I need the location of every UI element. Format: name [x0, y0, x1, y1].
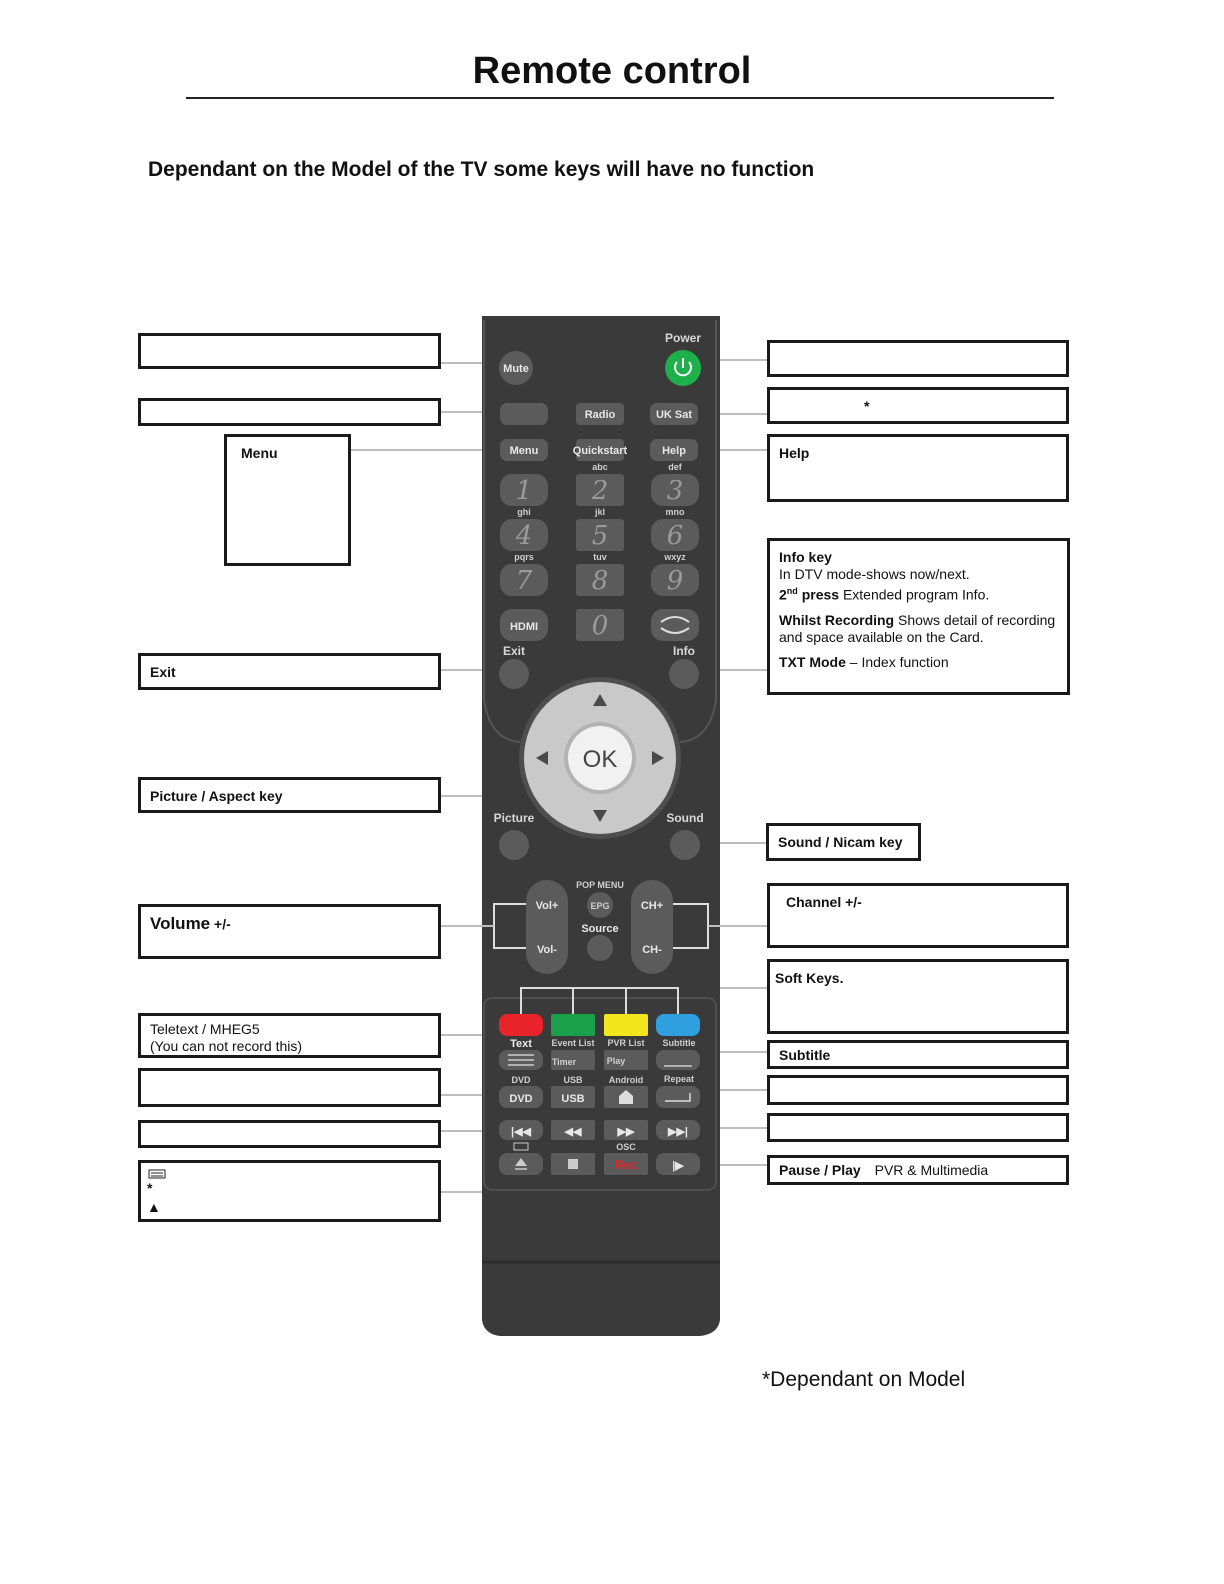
svg-text:5: 5	[591, 521, 609, 551]
eject-icon: ▲	[147, 1199, 161, 1215]
pause-play-icon: |▶	[672, 1160, 684, 1172]
svg-text:OK: OK	[582, 746, 618, 773]
svg-text:EPG: EPG	[590, 901, 610, 911]
svg-text:pqrs: pqrs	[514, 552, 534, 562]
svg-text:OSC: OSC	[616, 1142, 636, 1152]
radio-button[interactable]	[576, 403, 624, 425]
sound-button[interactable]	[670, 830, 700, 860]
callout-mute	[138, 333, 441, 369]
hdmi-button[interactable]	[500, 609, 548, 641]
help-button[interactable]	[650, 439, 698, 461]
svg-text:HDMI: HDMI	[509, 621, 539, 633]
svg-text:Quickstart: Quickstart	[572, 445, 628, 457]
callout-exit: Exit	[138, 653, 441, 690]
svg-text:Sound: Sound	[666, 811, 704, 825]
blank-key[interactable]	[500, 403, 548, 425]
callout-picture: Picture / Aspect key	[138, 777, 441, 813]
svg-text:Subtitle: Subtitle	[662, 1038, 696, 1048]
svg-text:DVD: DVD	[511, 1075, 531, 1085]
digit-0-button[interactable]	[576, 609, 624, 641]
callout-previous	[138, 1120, 441, 1148]
svg-text:Vol+: Vol+	[535, 900, 559, 912]
stop-icon	[568, 1159, 578, 1169]
volume-rocker[interactable]	[526, 880, 568, 974]
svg-text:CH-: CH-	[642, 944, 662, 956]
svg-text:CH+: CH+	[640, 900, 664, 912]
ok-button[interactable]	[568, 726, 632, 790]
digit-8-button[interactable]	[576, 564, 624, 596]
blue-key[interactable]	[656, 1014, 700, 1036]
digit-7-button[interactable]	[500, 564, 548, 596]
next-button[interactable]	[656, 1120, 700, 1140]
skip-back-icon: |◀◀	[511, 1126, 531, 1138]
repeat-button[interactable]	[656, 1086, 700, 1108]
svg-text:Mute: Mute	[503, 363, 529, 375]
power-button[interactable]	[665, 350, 701, 386]
svg-text:Picture: Picture	[493, 811, 535, 825]
callout-pause-play: Pause / Play PVR & Multimedia	[767, 1155, 1069, 1185]
fast-forward-icon: ▶▶	[617, 1126, 635, 1138]
red-key[interactable]	[499, 1014, 543, 1036]
svg-text:PVR List: PVR List	[607, 1038, 645, 1048]
svg-text:0: 0	[591, 611, 609, 641]
uksat-button[interactable]	[650, 403, 698, 425]
epg-button[interactable]	[587, 892, 613, 918]
stop-button[interactable]	[551, 1153, 595, 1175]
callout-uksat: *	[767, 387, 1069, 424]
footnote: *Dependant on Model	[762, 1368, 966, 1391]
svg-text:tuv: tuv	[593, 552, 607, 562]
callout-help: Help	[767, 434, 1069, 502]
page-title: Remote control	[472, 50, 752, 92]
digit-4-button[interactable]	[500, 519, 548, 551]
recall-button[interactable]	[651, 609, 699, 641]
callout-eject: * ▲	[138, 1160, 441, 1222]
svg-text:UK Sat: UK Sat	[655, 409, 693, 421]
dvd-button[interactable]	[499, 1086, 543, 1108]
svg-text:wxyz: wxyz	[664, 552, 686, 562]
svg-text:ghi: ghi	[517, 507, 531, 517]
callout-menu: Menu	[224, 434, 351, 566]
svg-text:Play: Play	[606, 1056, 626, 1066]
text-button[interactable]	[499, 1050, 543, 1070]
exit-button[interactable]	[499, 659, 529, 689]
svg-text:3: 3	[666, 476, 684, 506]
picture-button[interactable]	[499, 830, 529, 860]
eject-button[interactable]	[499, 1153, 543, 1175]
green-key[interactable]	[551, 1014, 595, 1036]
callout-blank-key	[138, 398, 441, 426]
digit-6-button[interactable]	[651, 519, 699, 551]
timer-button[interactable]	[551, 1050, 595, 1070]
menu-button[interactable]	[500, 439, 548, 461]
digit-9-button[interactable]	[651, 564, 699, 596]
callout-next	[767, 1113, 1069, 1142]
svg-text:abc: abc	[592, 462, 608, 472]
svg-text:Android: Android	[608, 1075, 644, 1085]
svg-text:USB: USB	[563, 1075, 583, 1085]
rewind-icon: ◀◀	[564, 1126, 582, 1138]
channel-rocker[interactable]	[631, 880, 673, 974]
svg-text:Menu: Menu	[509, 445, 539, 457]
svg-text:Event List: Event List	[551, 1038, 595, 1048]
svg-text:Source: Source	[581, 923, 619, 935]
svg-text:Rec: Rec	[614, 1158, 638, 1172]
play-list-button[interactable]	[604, 1050, 648, 1070]
svg-text:Repeat: Repeat	[663, 1074, 695, 1084]
svg-text:Radio: Radio	[584, 409, 616, 421]
rewind-button[interactable]	[551, 1120, 595, 1140]
mute-button[interactable]	[499, 351, 533, 385]
source-button[interactable]	[587, 935, 613, 961]
svg-text:Timer: Timer	[551, 1057, 577, 1067]
pause-play-button[interactable]	[656, 1153, 700, 1175]
svg-text:9: 9	[666, 566, 684, 596]
svg-text:Vol-: Vol-	[537, 944, 557, 956]
callout-volume: Volume +/-	[138, 904, 441, 959]
callout-channel: Channel +/-	[767, 883, 1069, 948]
svg-text:6: 6	[666, 521, 684, 551]
callout-repeat	[767, 1075, 1069, 1105]
svg-text:USB: USB	[561, 1093, 585, 1105]
page-subtitle: Dependant on the Model of the TV some keys will have no function	[148, 158, 815, 181]
callout-power	[767, 340, 1069, 377]
home-button[interactable]	[604, 1086, 648, 1108]
info-button[interactable]	[669, 659, 699, 689]
digit-3-button[interactable]	[651, 474, 699, 506]
svg-text:def: def	[668, 462, 682, 472]
callout-dvd	[138, 1068, 441, 1107]
fast-forward-button[interactable]	[604, 1120, 648, 1140]
svg-text:POP MENU: POP MENU	[576, 880, 624, 890]
svg-text:1: 1	[515, 476, 533, 506]
callout-sound: Sound / Nicam key	[766, 823, 921, 861]
digit-2-button[interactable]	[576, 474, 624, 506]
power-label: Power	[664, 331, 702, 345]
svg-text:DVD: DVD	[509, 1093, 533, 1105]
keyboard-icon	[147, 1167, 432, 1181]
previous-button[interactable]	[499, 1120, 543, 1140]
svg-text:4: 4	[515, 521, 533, 551]
yellow-key[interactable]	[604, 1014, 648, 1036]
callout-teletext: Teletext / MHEG5 (You can not record this)	[138, 1013, 441, 1058]
usb-button[interactable]	[551, 1086, 595, 1108]
digit-5-button[interactable]	[576, 519, 624, 551]
svg-text:Info: Info	[673, 644, 695, 658]
svg-text:2: 2	[591, 476, 609, 506]
record-button[interactable]	[604, 1153, 648, 1175]
subtitle-button[interactable]	[656, 1050, 700, 1070]
svg-text:Help: Help	[662, 445, 686, 457]
svg-text:jkl: jkl	[594, 507, 606, 517]
callout-info: Info key In DTV mode-shows now/next. 2nd press Extended program Info. Whilst Recording Shows detail of recording and space available on the Card. TXT Mode – Index function	[767, 538, 1070, 695]
callout-soft-keys: Soft Keys.	[767, 959, 1069, 1034]
svg-text:7: 7	[515, 566, 533, 596]
svg-text:Exit: Exit	[502, 644, 526, 658]
svg-text:8: 8	[591, 566, 609, 596]
quickstart-button[interactable]	[573, 439, 628, 461]
callout-subtitle: Subtitle	[767, 1040, 1069, 1069]
skip-forward-icon: ▶▶|	[668, 1126, 688, 1138]
svg-text:Text: Text	[510, 1038, 532, 1050]
svg-text:mno: mno	[665, 507, 685, 517]
digit-1-button[interactable]	[500, 474, 548, 506]
